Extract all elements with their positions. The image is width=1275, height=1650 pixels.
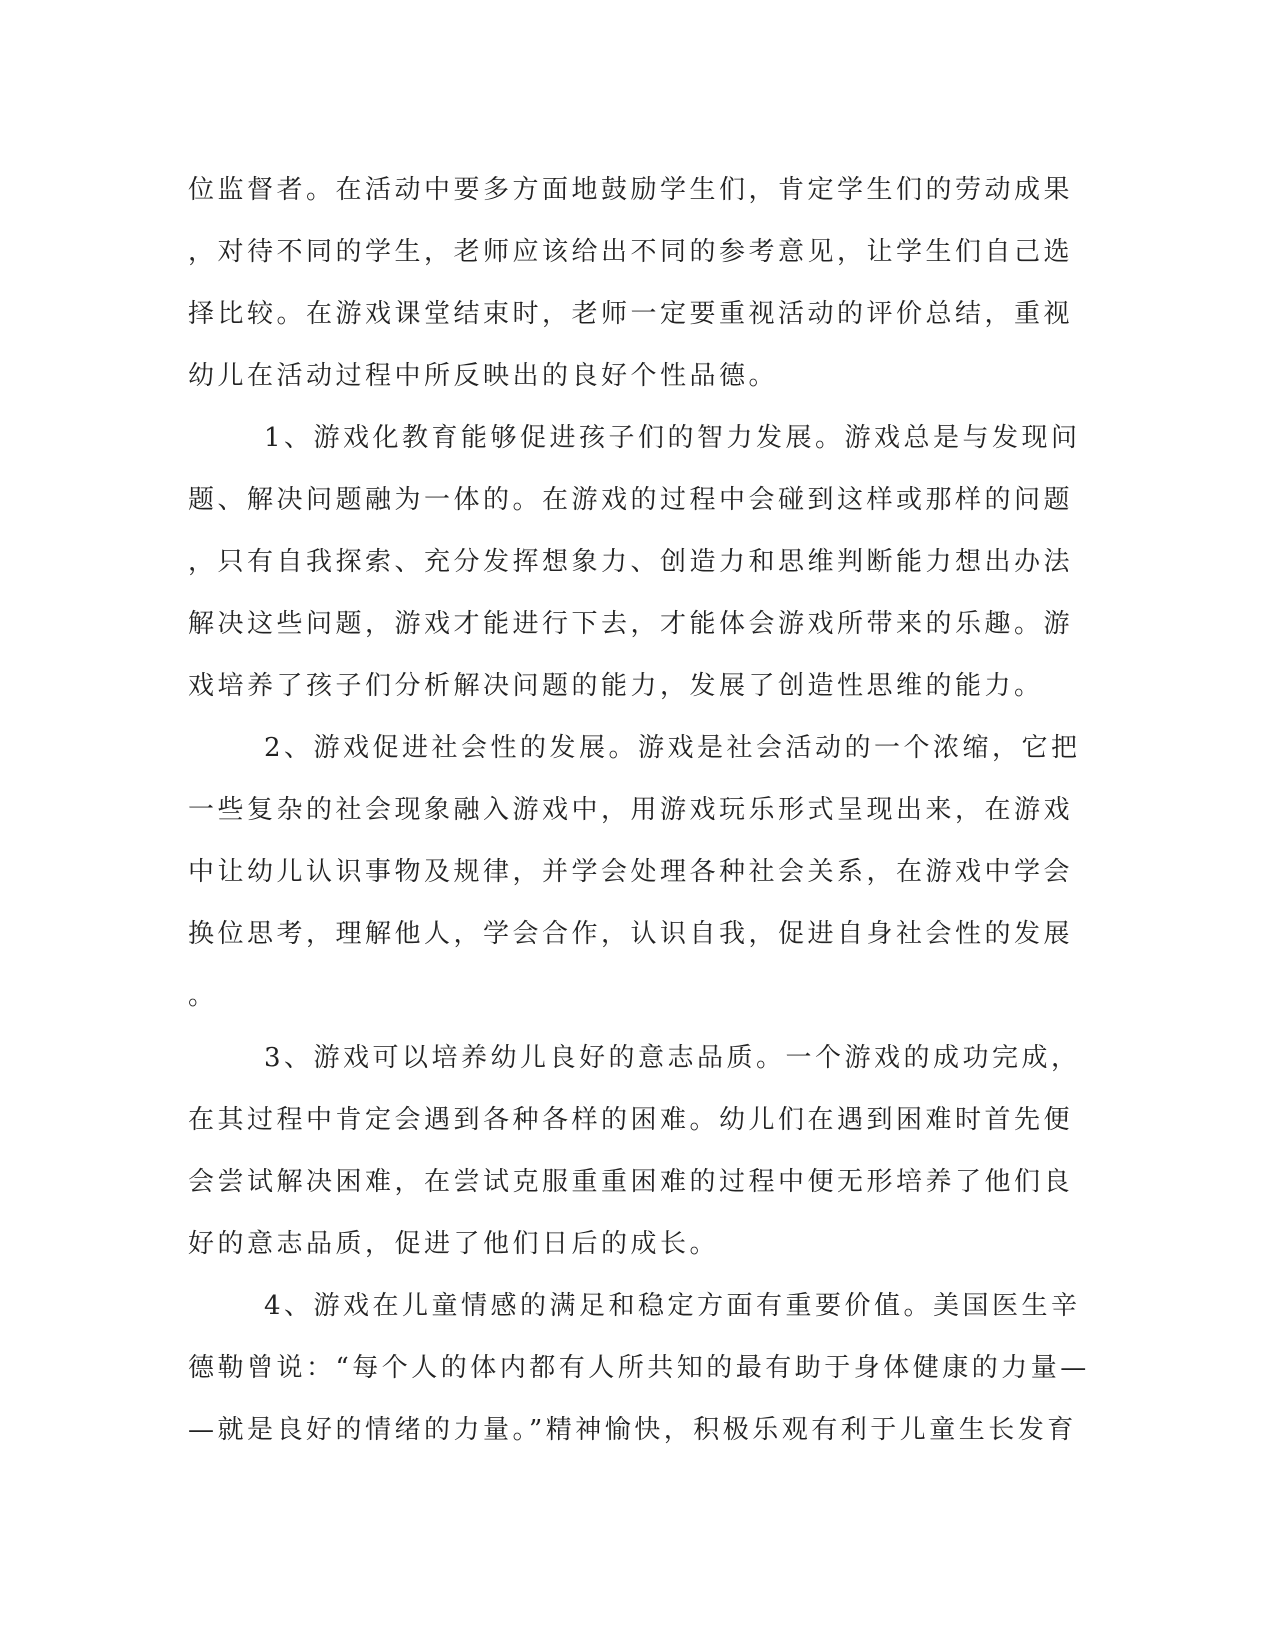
- text-line: —就是良好的情绪的力量。”精神愉快，积极乐观有利于儿童生长发育: [188, 1415, 1077, 1445]
- text-line: 择比较。在游戏课堂结束时，老师一定要重视活动的评价总结，重视: [188, 299, 1074, 329]
- text-line: 题、解决问题融为一体的。在游戏的过程中会碰到这样或那样的问题: [188, 485, 1074, 515]
- text-line: 戏培养了孩子们分析解决问题的能力，发展了创造性思维的能力。: [188, 671, 1044, 701]
- text-line: 位监督者。在活动中要多方面地鼓励学生们，肯定学生们的劳动成果: [188, 175, 1074, 205]
- text-line: 幼儿在活动过程中所反映出的良好个性品德。: [188, 361, 779, 391]
- text-line: 中让幼儿认识事物及规律，并学会处理各种社会关系，在游戏中学会: [188, 857, 1074, 887]
- text-line: 换位思考，理解他人，学会合作，认识自我，促进自身社会性的发展: [188, 919, 1074, 949]
- paragraph-3-first-line: 3、游戏可以培养幼儿良好的意志品质。一个游戏的成功完成，: [264, 1043, 1081, 1073]
- text-line: ，对待不同的学生，老师应该给出不同的参考意见，让学生们自己选: [188, 237, 1074, 267]
- text-line: 好的意志品质，促进了他们日后的成长。: [188, 1229, 720, 1259]
- paragraph-1-first-line: 1、游戏化教育能够促进孩子们的智力发展。游戏总是与发现问: [264, 423, 1081, 453]
- text-line: 在其过程中肯定会遇到各种各样的困难。幼儿们在遇到困难时首先便: [188, 1105, 1074, 1135]
- document-body: [188, 159, 1090, 1461]
- text-line: ，只有自我探索、充分发挥想象力、创造力和思维判断能力想出办法: [188, 547, 1074, 577]
- text-line: 会尝试解决困难，在尝试克服重重困难的过程中便无形培养了他们良: [188, 1167, 1074, 1197]
- paragraph-2-first-line: 2、游戏促进社会性的发展。游戏是社会活动的一个浓缩，它把: [264, 733, 1081, 763]
- text-line: 解决这些问题，游戏才能进行下去，才能体会游戏所带来的乐趣。游: [188, 609, 1074, 639]
- text-line: 一些复杂的社会现象融入游戏中，用游戏玩乐形式呈现出来，在游戏: [188, 795, 1074, 825]
- text-line: 德勒曾说：“每个人的体内都有人所共知的最有助于身体健康的力量—: [188, 1353, 1090, 1383]
- text-line: 。: [188, 981, 218, 1011]
- paragraph-4-first-line: 4、游戏在儿童情感的满足和稳定方面有重要价值。美国医生辛: [264, 1291, 1081, 1321]
